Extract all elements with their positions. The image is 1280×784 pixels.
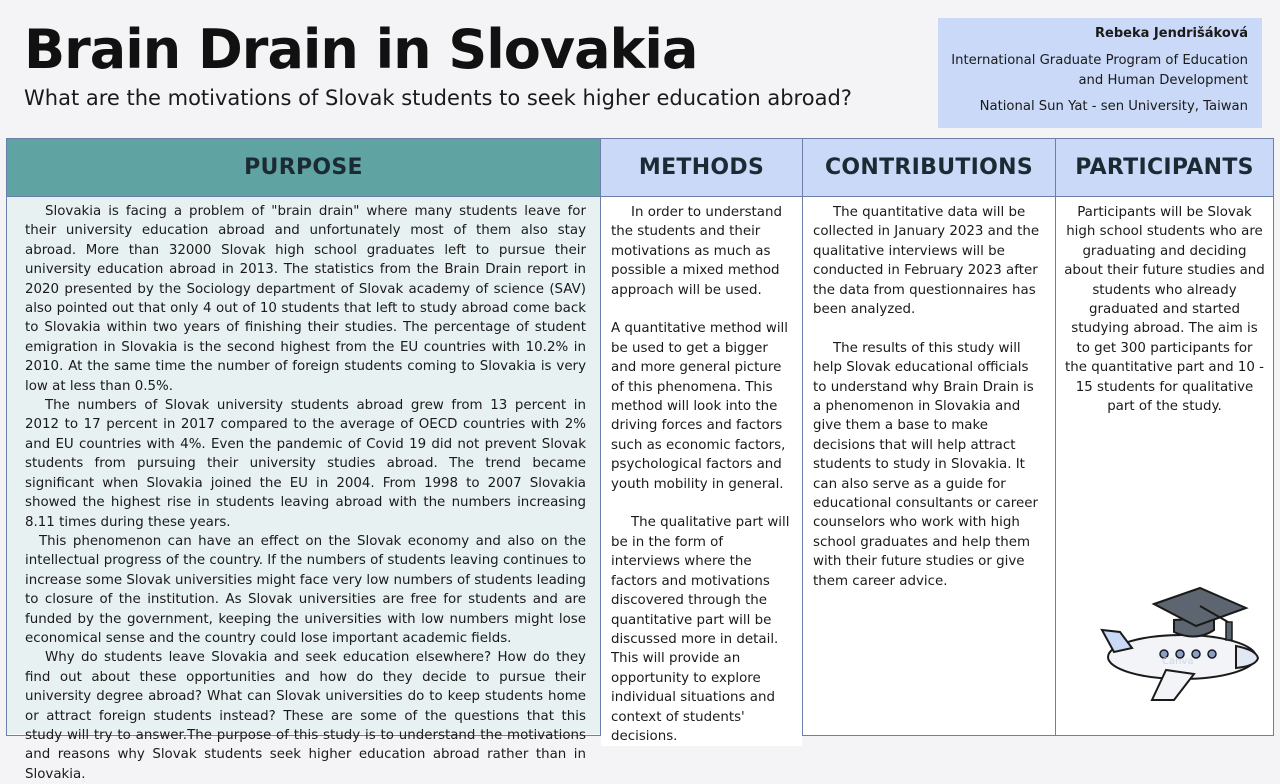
purpose-paragraph: Slovakia is facing a problem of "brain drain" where many students leave for their university education abroad and unfortunately most of them also stay abroad. More than 32000 Slovak high school graduates left to pursue their university education abroad in 2013. The statistics from the Brain Drain report in 2020 presented by the Sociology department of Slovak academy of science (SAV) also pointed out that only 4 out of 10 students that left to study abroad come back to Slovakia within two years of finishing their studies. The percentage of student emigration in Slovakia is the second highest from the EU countries with 10.2% in 2010. At the same time the number of foreign students coming to Slovakia is very low at less than 0.5%. bbox=[25, 204, 586, 394]
purpose-paragraph: This phenomenon can have an effect on the Slovak economy and also on the intellectual progress of the country. If the numbers of students leaving continues to increase some Slovak universities might face very low numbers of students leading to closure of the institution. As Slovak universities are free for students and are funded by the government, keeping the universities with low numbers might lose economical sense and the country could lose important academic fields. bbox=[25, 533, 586, 646]
contributions-column bbox=[803, 139, 1056, 735]
paragraph-gap bbox=[611, 300, 792, 319]
author-name: Rebeka Jendrišáková bbox=[1095, 26, 1248, 41]
contributions-body bbox=[803, 197, 1055, 591]
purpose-body bbox=[7, 197, 600, 782]
canva-watermark: Canva bbox=[1162, 656, 1194, 667]
contributions-paragraph: The results of this study will help Slovak educational officials to understand why Brain Drain is a phenomenon in Slovakia and give them a base to make decisions that will help attract students to study in Slovakia. It can also serve as a guide for educational consultants or career counselors who work with high school graduates and help them with their future studies or give them career advice. bbox=[813, 340, 1038, 589]
participants-heading: PARTICIPANTS bbox=[1056, 139, 1273, 197]
methods-heading: METHODS bbox=[601, 139, 802, 197]
purpose-paragraph: The numbers of Slovak university students abroad grew from 13 percent in 2012 to 17 percent in 2017 compared to the average of OECD countries with 2% and EU countries with 4%. Even the pandemic of Covid 19 did not prevent Slovak students from pursuing their university studies abroad. The trend became significant when Slovakia joined the EU in 2004. From 1998 to 2007 Slovakia showed the highest rise in students leaving abroad with the numbers increasing 8.11 times during these years. bbox=[25, 398, 586, 530]
program-line-1: International Graduate Program of Education bbox=[951, 53, 1248, 68]
university-name: National Sun Yat - sen University, Taiwan bbox=[979, 99, 1248, 114]
purpose-column bbox=[7, 139, 601, 782]
contributions-paragraph: The quantitative data will be collected in January 2023 and the qualitative interviews will be conducted in February 2023 after the data from questionnaires has been analyzed. bbox=[813, 205, 1040, 318]
contributions-heading: CONTRIBUTIONS bbox=[803, 139, 1055, 197]
methods-body bbox=[601, 197, 802, 746]
airplane-graduation-cap-icon bbox=[1096, 582, 1272, 710]
poster-header bbox=[0, 0, 1280, 138]
program-line-2: and Human Development bbox=[1078, 73, 1248, 88]
paragraph-gap bbox=[813, 319, 1045, 338]
methods-paragraph: A quantitative method will be used to get a bigger and more general picture of this phenomena. This method will look into the driving forces and factors such as economic factors, psychological factors and youth mobility in general. bbox=[611, 321, 788, 492]
participants-paragraph: Participants will be Slovak high school students who are graduating and deciding about their future studies and students who already graduated and started studying abroad. The aim is to get 300 participants for the quantitative part and 10 - 15 students for qualitative part of the study. bbox=[1064, 205, 1265, 415]
paragraph-gap bbox=[611, 494, 792, 513]
author-info-box bbox=[938, 18, 1262, 128]
purpose-heading: PURPOSE bbox=[7, 139, 600, 197]
participants-body bbox=[1056, 197, 1273, 416]
purpose-paragraph: Why do students leave Slovakia and seek education elsewhere? How do they find out about these opportunities and how do they decide to pursue their university degree abroad? What can Slovak universities do to keep students home or attract foreign students instead? These are some of the questions that this study will try to answer.The purpose of this study is to understand the motivations and reasons why Slovak students seek higher education abroad rather than in Slovakia. bbox=[25, 650, 586, 782]
methods-column bbox=[601, 139, 803, 744]
content-grid bbox=[6, 138, 1274, 782]
page-title: Brain Drain in Slovakia bbox=[24, 18, 698, 81]
methods-paragraph: In order to understand the students and their motivations as much as possible a mixed method approach will be used. bbox=[611, 205, 782, 298]
page-subtitle: What are the motivations of Slovak students to seek higher education abroad? bbox=[24, 86, 852, 110]
methods-paragraph: The qualitative part will be in the form of interviews where the factors and motivations discovered through the quantitative part will be discussed more in detail. This will provide an opportunity to explore individual situations and context of students' decisions. bbox=[611, 515, 790, 744]
